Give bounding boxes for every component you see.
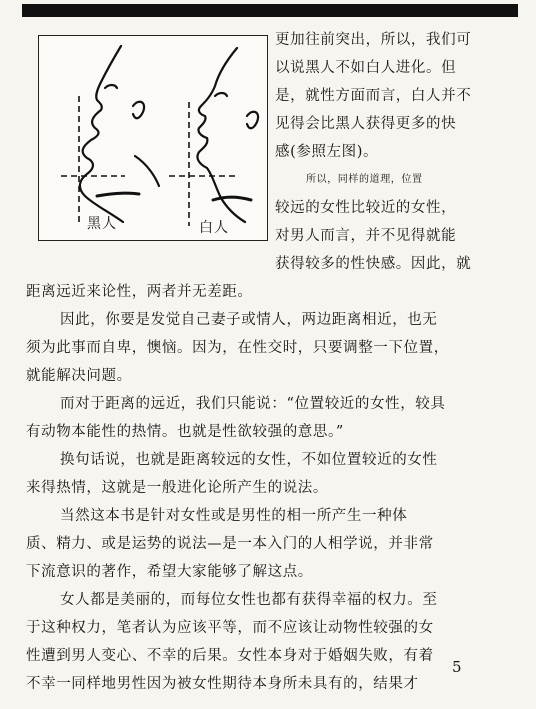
text-line: 于这种权力，笔者认为应该平等，而不应该让动物性较强的女 [26,620,434,636]
right-profile-eye [215,93,227,96]
text-line: 所以，同样的道理，位置 [306,174,423,185]
left-profile-ear [133,102,144,119]
text-line: 须为此事而自卑，懊恼。因为，在性交时，只要调整一下位置， [26,340,449,356]
left-profile-eye [105,85,117,88]
figure-label-black: 黑人 [87,216,117,232]
text-line: 因此，你要是发觉自己妻子或情人，两边距离相近，也无 [60,312,438,328]
text-line: 获得较多的性快感。因此，就 [275,256,472,272]
right-profile-outline [197,48,245,222]
text-line: 女人都是美丽的，而每位女性也都有获得幸福的权力。至 [60,592,438,608]
text-line: 性遭到男人变心、不幸的后果。女性本身对于婚姻失败，有着 [26,648,434,664]
text-line: 是，就性方面而言，白人并不 [275,88,472,104]
text-line: 更加往前突出，所以，我们可 [275,32,472,48]
text-line: 较远的女性比较近的女性， [275,200,457,216]
text-line: 当然这本书是针对女性或是男性的相一所产生一种体 [60,508,408,524]
header-rule [22,4,518,17]
right-profile-collar [213,197,251,200]
text-line: 感(参照左图)。 [275,144,379,160]
text-line: 不幸一同样地男性因为被女性期待本身所未具有的，结果才 [26,676,419,692]
text-line: 距离远近来论性，两者并无差距。 [26,284,253,300]
text-line: 有动物本能性的热情。也就是性欲较强的意思。” [26,424,344,440]
text-line: 来得热情，这就是一般进化论所产生的说法。 [26,480,328,496]
figure-label-white: 白人 [199,220,229,236]
text-line: 而对于距离的远近，我们只能说：“位置较近的女性，较具 [60,396,446,412]
text-line: 下流意识的著作，希望大家能够了解这点。 [26,564,313,580]
page-number: 5 [452,658,462,676]
text-line: 以说黑人不如白人进化。但 [275,60,457,76]
text-line: 换句话说，也就是距离较远的女性，不如位置较近的女性 [60,452,438,468]
left-profile-jaw [135,156,159,186]
text-line: 就能解决问题。 [26,368,132,384]
text-line: 质、精力、或是运势的说法—是一本入门的人相学说，并非常 [26,536,434,552]
right-profile-ear [247,112,258,129]
text-line: 对男人而言，并不见得就能 [275,228,457,244]
profile-figure [38,35,268,241]
profile-sketch [39,36,269,242]
text-line: 见得会比黑人获得更多的快 [275,116,457,132]
left-profile-collar [97,193,139,196]
